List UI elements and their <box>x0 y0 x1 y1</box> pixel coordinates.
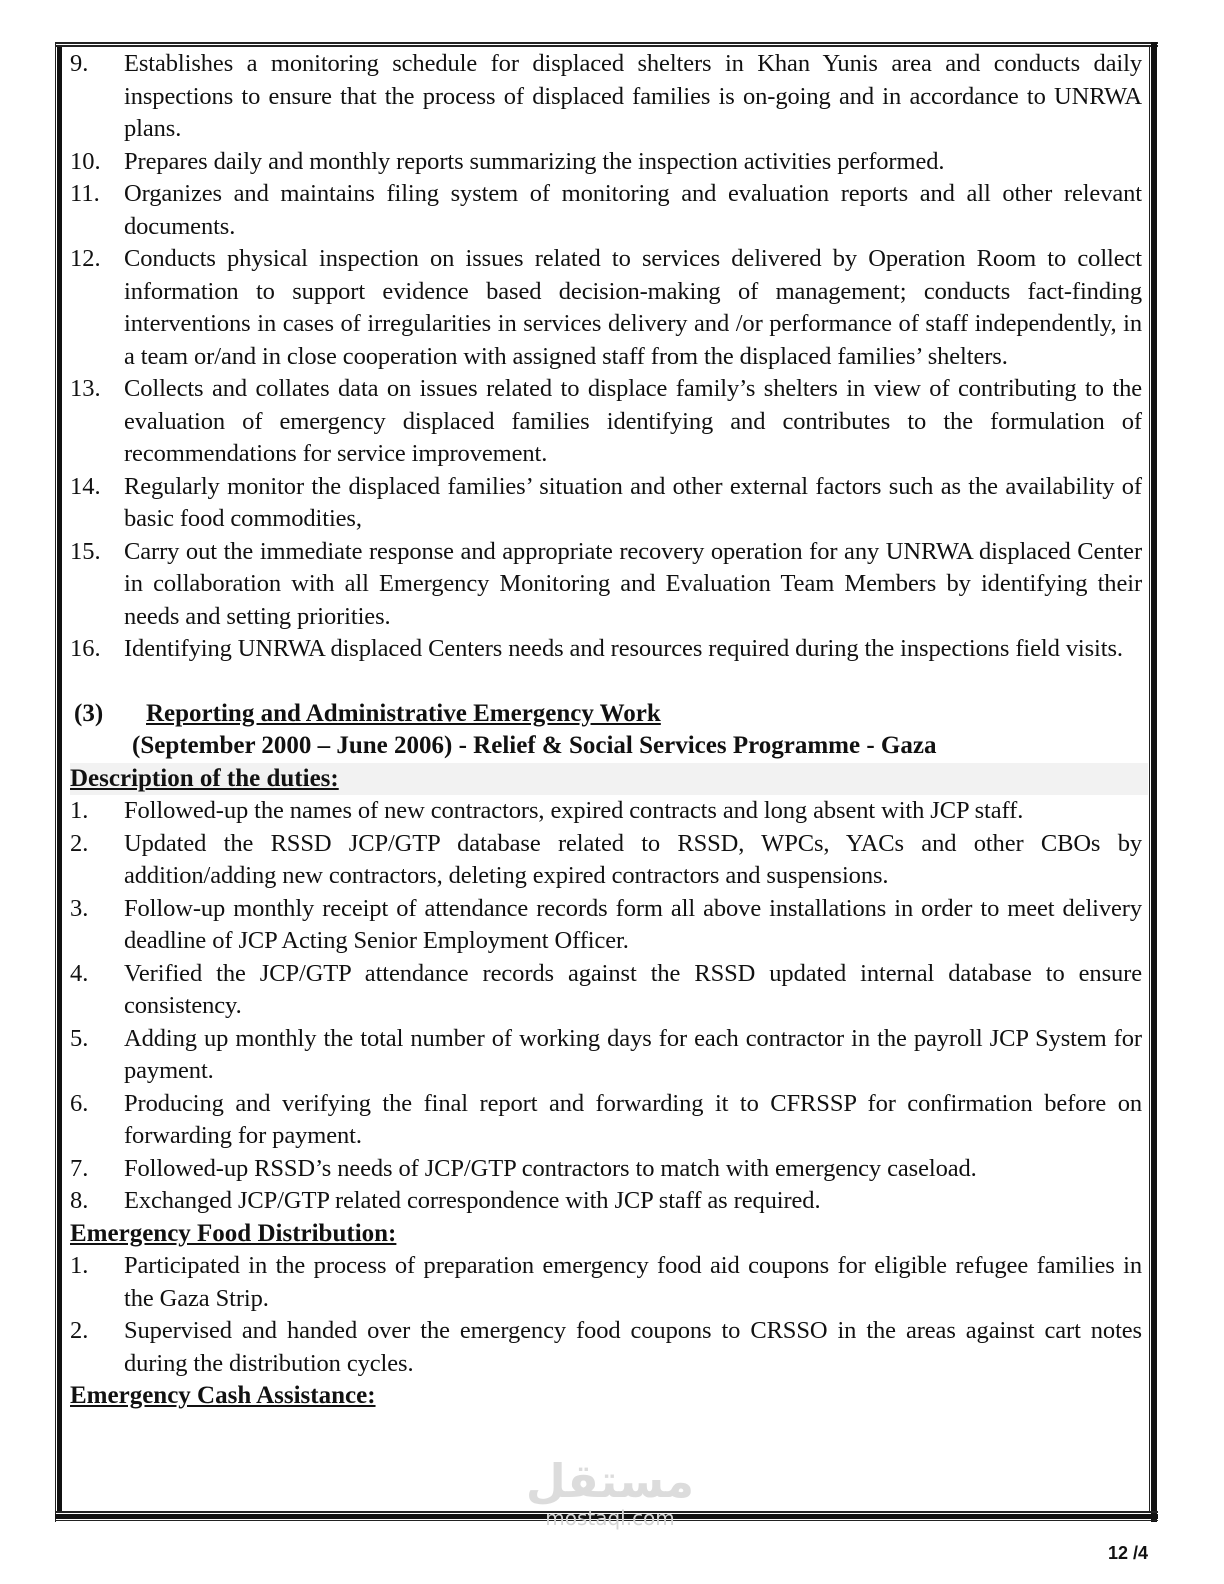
item-text: Supervised and handed over the emergency food coupons to CRSSO in the areas against cart notes during the distribution cycles. <box>124 1317 1142 1377</box>
spacer <box>70 666 1142 698</box>
item-text: Regularly monitor the displaced families’ situation and other external factors such as the availability of basic food commodities, <box>124 472 1142 532</box>
item-number: 12. <box>70 245 101 272</box>
item-text: Collects and collates data on issues related to displace family’s shelters in view of contributing to the evaluation of emergency displaced families identifying and contributes to the formulation of recommendations for service improvement. <box>124 375 1142 467</box>
list-item <box>70 178 1142 243</box>
item-text: Follow-up monthly receipt of attendance records form all above installations in order to meet delivery deadline of JCP Acting Senior Employment Officer. <box>124 894 1142 954</box>
item-number: 2. <box>70 829 89 857</box>
page-border-left <box>55 42 56 1522</box>
item-number: 2. <box>70 1317 89 1344</box>
list-item <box>70 471 1142 536</box>
list-item <box>70 1185 1142 1218</box>
item-text: Organizes and maintains filing system of monitoring and evaluation reports and all other relevant documents. <box>124 180 1142 240</box>
item-number: 1. <box>70 1252 89 1279</box>
watermark-logo-text: مستقل <box>525 1454 695 1508</box>
list-item <box>70 536 1142 634</box>
continued-duties-list <box>70 48 1142 666</box>
section-heading <box>70 698 1142 731</box>
duties-list <box>70 795 1142 1218</box>
item-text: Carry out the immediate response and appropriate recovery operation for any UNRWA displaced Center in collaboration with all Emergency Monitoring and Evaluation Team Members by identifying their needs and setting priorities. <box>124 537 1142 630</box>
list-item <box>70 958 1142 1023</box>
page-content <box>70 48 1142 1413</box>
list-item <box>70 633 1142 666</box>
item-number: 3. <box>70 894 89 922</box>
item-text: Adding up monthly the total number of working days for each contractor in the payroll JCP System for payment. <box>124 1024 1142 1084</box>
item-text: Updated the RSSD JCP/GTP database related to RSSD, WPCs, YACs and other CBOs by addition/adding new contractors, deleting expired contractors and suspensions. <box>124 829 1142 889</box>
item-number: 6. <box>70 1089 89 1117</box>
list-item <box>70 1315 1142 1380</box>
section-subtitle: (September 2000 – June 2006) - Relief & Social Services Programme - Gaza <box>132 732 937 759</box>
item-text: Establishes a monitoring schedule for displaced shelters in Khan Yunis area and conducts daily inspections to ensure that the process of displaced families is on-going and in accordance to UNRWA plans. <box>124 50 1142 142</box>
item-number: 10. <box>70 147 101 175</box>
list-item <box>70 1088 1142 1153</box>
item-text: Conducts physical inspection on issues related to services delivered by Operation Room to collect information to support evidence based decision-making of management; conducts fact-finding interventions in cases of irregularities in services delivery and /or performance of staff independently, in a team or/and in close cooperation with assigned staff from the displaced families’ shelters. <box>124 245 1142 370</box>
duties-heading: Description of the duties: <box>70 764 339 792</box>
watermark <box>520 1455 700 1545</box>
page-border-right <box>1149 47 1150 1513</box>
food-distribution-list <box>70 1250 1142 1380</box>
item-text: Producing and verifying the final report and forwarding it to CFRSSP for confirmation before on forwarding for payment. <box>124 1089 1142 1149</box>
item-number: 13. <box>70 375 101 402</box>
list-item <box>70 373 1142 471</box>
page-border-right-thick <box>1151 42 1157 1522</box>
item-text: Prepares daily and monthly reports summarizing the inspection activities performed. <box>124 147 945 175</box>
item-number: 9. <box>70 50 89 77</box>
page-border-left-thick <box>57 47 62 1513</box>
item-number: 4. <box>70 959 89 987</box>
cash-assistance-heading: Emergency Cash Assistance: <box>70 1382 376 1409</box>
item-number: 1. <box>70 797 89 824</box>
section-number: (3) <box>74 699 104 727</box>
list-item <box>70 828 1142 893</box>
list-item <box>70 146 1142 179</box>
list-item <box>70 1250 1142 1315</box>
section-title: Reporting and Administrative Emergency Work <box>146 699 661 727</box>
page-border-top-inner <box>55 45 1158 47</box>
item-text: Participated in the process of preparation emergency food aid coupons for eligible refugee families in the Gaza Strip. <box>124 1252 1142 1312</box>
list-item <box>70 1023 1142 1088</box>
list-item <box>70 243 1142 373</box>
list-item <box>70 795 1142 828</box>
item-number: 8. <box>70 1187 89 1214</box>
item-number: 14. <box>70 472 101 500</box>
item-number: 5. <box>70 1024 89 1052</box>
list-item <box>70 1153 1142 1186</box>
item-number: 15. <box>70 537 101 565</box>
page-border-top <box>55 42 1158 44</box>
item-text: Exchanged JCP/GTP related correspondence with JCP staff as required. <box>124 1187 821 1214</box>
item-text: Identifying UNRWA displaced Centers needs and resources required during the inspections field visits. <box>124 635 1123 662</box>
watermark-url: mostaql.com <box>545 1506 675 1530</box>
item-number: 11. <box>70 180 100 207</box>
item-number: 16. <box>70 635 101 662</box>
item-text: Verified the JCP/GTP attendance records against the RSSD updated internal database to ensure consistency. <box>124 959 1142 1019</box>
item-text: Followed-up RSSD’s needs of JCP/GTP contractors to match with emergency caseload. <box>124 1154 977 1182</box>
item-text: Followed-up the names of new contractors, expired contracts and long absent with JCP staff. <box>124 797 1024 824</box>
page-number: 12 /4 <box>1108 1543 1149 1563</box>
item-number: 7. <box>70 1154 89 1182</box>
food-distribution-heading: Emergency Food Distribution: <box>70 1219 397 1247</box>
list-item <box>70 48 1142 146</box>
list-item <box>70 893 1142 958</box>
